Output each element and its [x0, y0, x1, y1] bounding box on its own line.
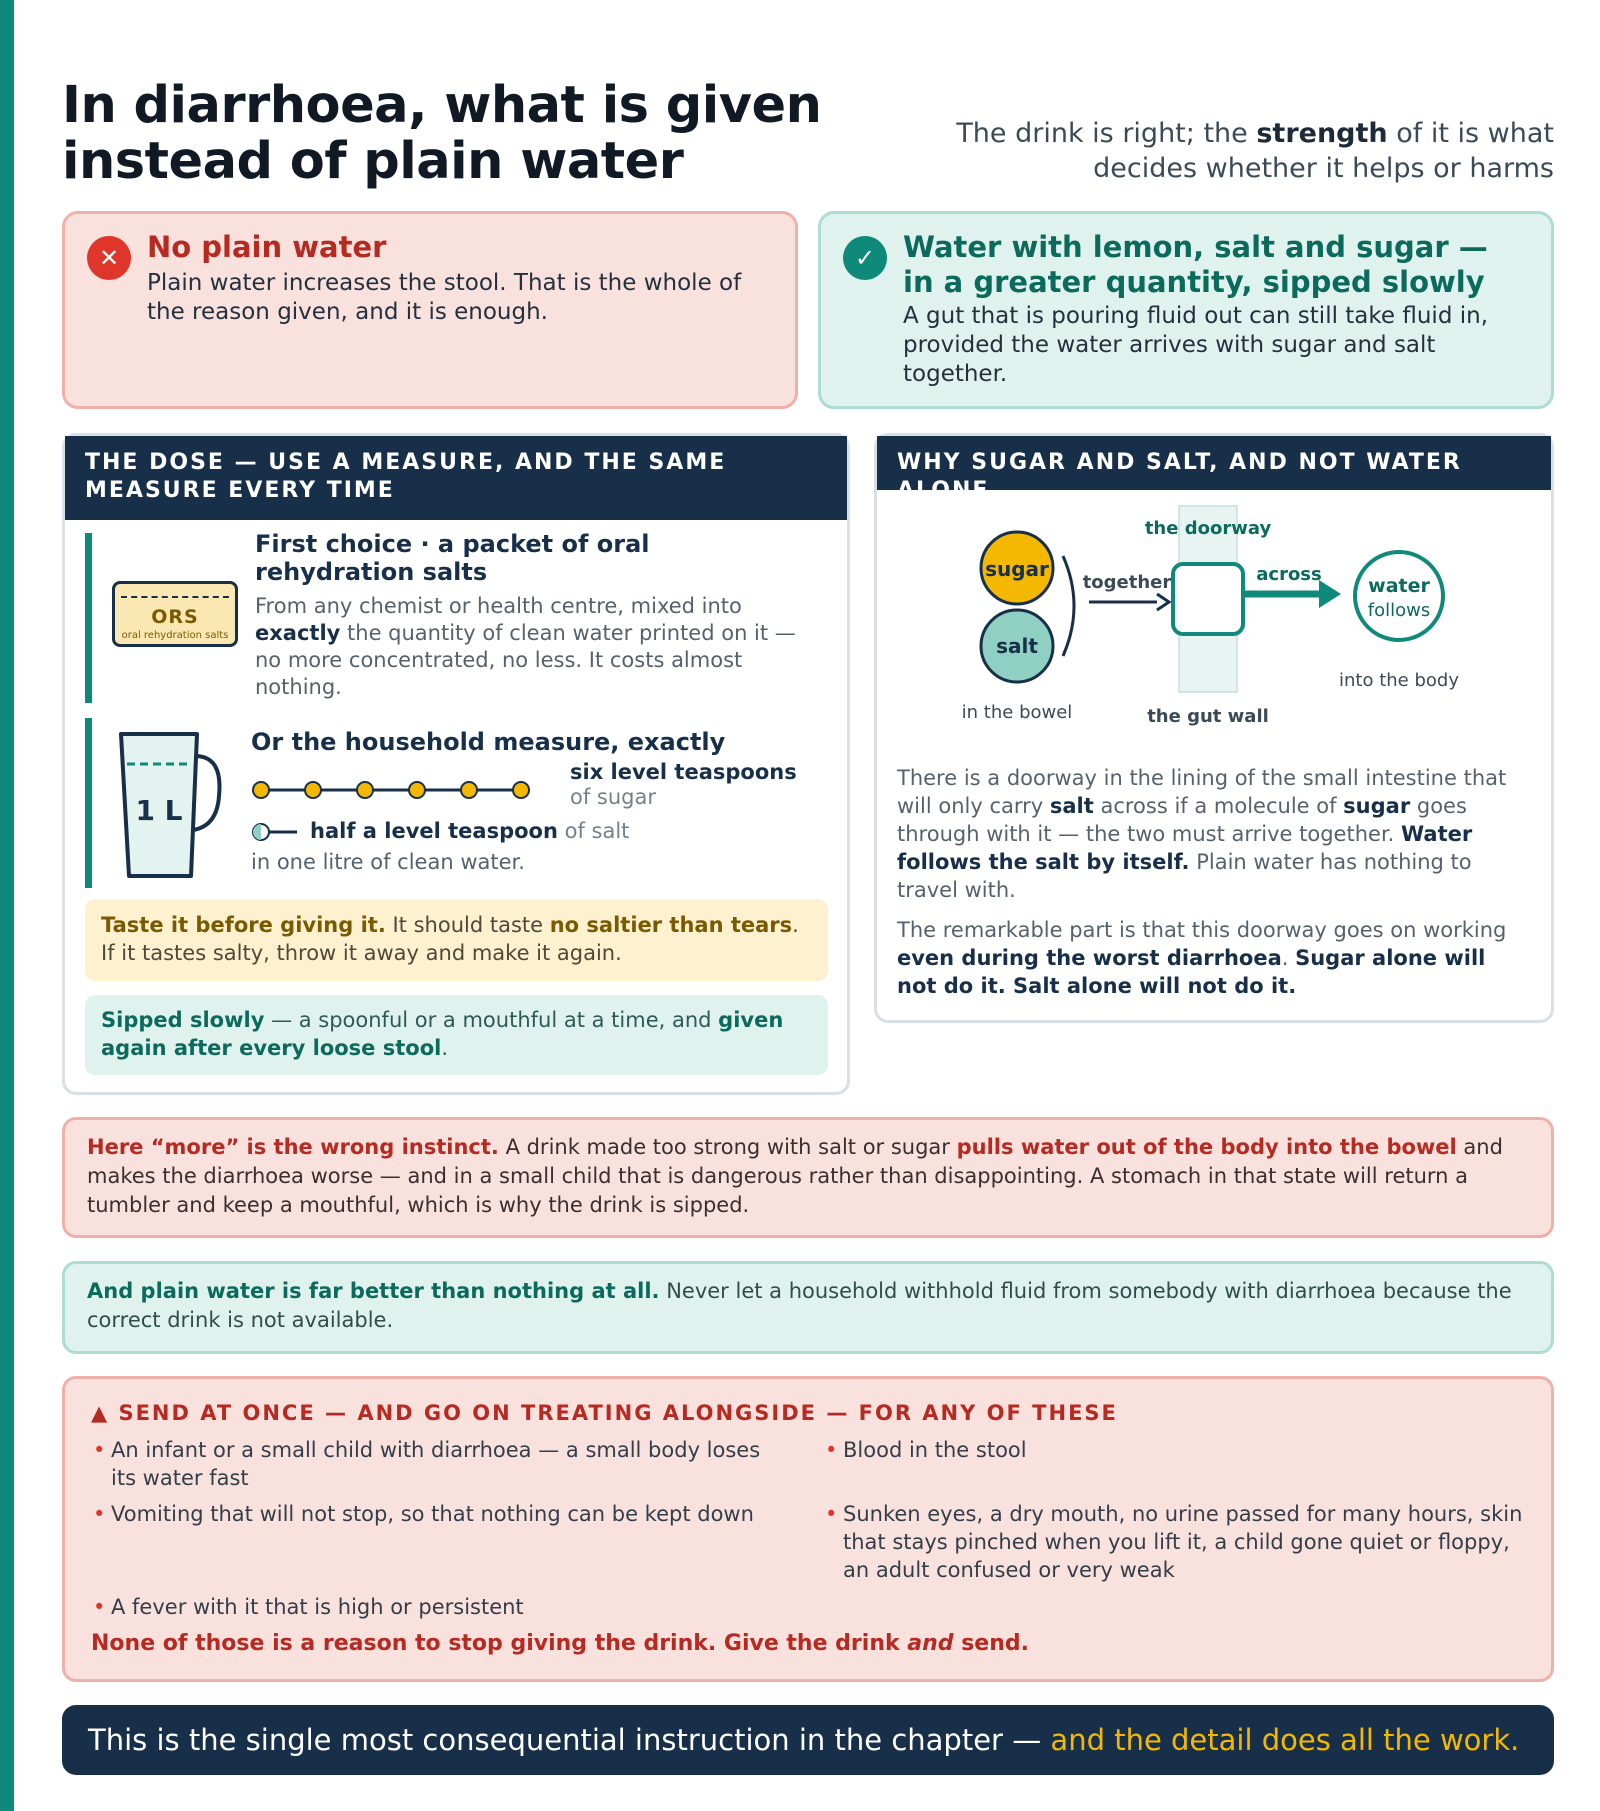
no-plain-water-title: No plain water [147, 230, 387, 264]
sugar-teaspoon-icon [253, 782, 269, 798]
ors-title: First choice · a packet of oral rehydration salts [255, 530, 650, 586]
doorway-icon [1173, 564, 1243, 634]
doorway-label: the doorway [1144, 518, 1272, 539]
into-body-label: into the body [1339, 670, 1459, 691]
sugar-teaspoon-icon [513, 782, 529, 798]
alert-item: • Blood in the stool [823, 1436, 1533, 1464]
across-label: across [1256, 564, 1322, 585]
salt-measure-label: half a level teaspoon of salt [310, 819, 630, 843]
alert-footer: None of those is a reason to stop giving the drink. Give the drink and send. [91, 1631, 1029, 1656]
ors-accent-bar [85, 533, 92, 703]
salt-label: salt [996, 634, 1038, 658]
lemon-salt-sugar-title: Water with lemon, salt and sugar — in a greater quantity, sipped slowly [903, 230, 1488, 299]
sugar-teaspoon-icon [305, 782, 321, 798]
alert-item: • A fever with it that is high or persistent [91, 1593, 791, 1621]
sugar-teaspoon-icon [409, 782, 425, 798]
gut-wall-label: the gut wall [1147, 706, 1269, 727]
alert-heading: ▲ SEND AT ONCE — AND GO ON TREATING ALONGSIDE — FOR ANY OF THESE [91, 1401, 1118, 1425]
doorway-remark: The remarkable part is that this doorway goes on working even during the worst diarrhoea. Sugar alone will not do it. Salt alone will not do it. [897, 918, 1507, 998]
doorway-explanation: There is a doorway in the lining of the small intestine that will only carry salt across if a molecule of sugar goes through with it — the two must arrive together. Water follows the salt by itself. Plain water has nothing to travel with. [897, 766, 1507, 902]
in-bowel-label: in the bowel [961, 702, 1073, 723]
alert-item: • An infant or a small child with diarrhoea — a small body loses its water fast [91, 1436, 791, 1492]
sugar-teaspoon-icon [461, 782, 477, 798]
no-plain-water-card [62, 211, 798, 409]
ors-packet-sublabel: oral rehydration salts [121, 630, 229, 641]
household-title: Or the household measure, exactly [251, 728, 726, 756]
page-subtitle: The drink is right; the strength of it is what decides whether it helps or harms [956, 118, 1554, 184]
doorway-diagram [877, 496, 1551, 727]
jug-label: 1 L [135, 794, 183, 827]
sugar-measure-label: six level teaspoons of sugar [570, 760, 797, 809]
alert-item: • Sunken eyes, a dry mouth, no urine passed for many hours, skin that stays pinched when you lift it, a child gone quiet or floppy, an adult confused or very weak [823, 1500, 1533, 1584]
dose-panel-heading: THE DOSE — USE A MEASURE, AND THE SAME MEASURE EVERY TIME [65, 436, 847, 520]
lemon-salt-sugar-text: A gut that is pouring fluid out can still take fluid in, provided the water arrives with sugar and salt together. [903, 303, 1489, 387]
litre-jug-icon [113, 726, 233, 886]
no-plain-water-text: Plain water increases the stool. That is the whole of the reason given, and it is enough. [147, 270, 742, 325]
why-panel-heading: WHY SUGAR AND SALT, AND NOT WATER ALONE [877, 436, 1551, 490]
taste-note: Taste it before giving it. It should taste no saltier than tears. If it tastes salty, throw it away and make it again. [85, 899, 828, 981]
lemon-salt-sugar-card [818, 211, 1554, 409]
page-title: In diarrhoea, what is given instead of plain water [62, 76, 822, 191]
plain-water-banner: And plain water is far better than nothing at all. Never let a household withhold fluid from somebody with diarrhoea because the correct drink is not available. [62, 1261, 1554, 1354]
alert-item: • Vomiting that will not stop, so that nothing can be kept down [91, 1500, 791, 1528]
ors-packet-label: ORS [151, 606, 199, 628]
household-accent-bar [85, 718, 92, 888]
ors-packet-icon [112, 581, 238, 647]
follows-label: follows [1367, 600, 1431, 621]
dose-panel [62, 433, 850, 1095]
check-circle-icon: ✓ [843, 236, 887, 280]
sip-note: Sipped slowly — a spoonful or a mouthful at a time, and given again after every loose stool. [85, 995, 828, 1075]
sugar-teaspoon-icon [357, 782, 373, 798]
ors-text: From any chemist or health centre, mixed into exactly the quantity of clean water printed on it — no more concentrated, no less. It costs almost nothing. [255, 594, 796, 699]
together-label: together [1082, 572, 1172, 593]
footer-banner: This is the single most consequential instruction in the chapter — and the detail does all the work. [62, 1705, 1554, 1775]
household-water-text: in one litre of clean water. [251, 850, 525, 874]
x-circle-icon: ✕ [87, 236, 131, 280]
sugar-label: sugar [985, 557, 1049, 581]
why-panel [874, 433, 1554, 1023]
send-at-once-alert [62, 1376, 1554, 1682]
wrong-instinct-banner: Here “more” is the wrong instinct. A drink made too strong with salt or sugar pulls water out of the body into the bowel and makes the diarrhoea worse — and in a small child that is dangerous rather than disappointing. A stomach in that state will return a tumbler and keep a mouthful, which is why the drink is sipped. [62, 1117, 1554, 1238]
water-label: water [1368, 575, 1430, 597]
left-accent-bar [0, 0, 14, 1811]
